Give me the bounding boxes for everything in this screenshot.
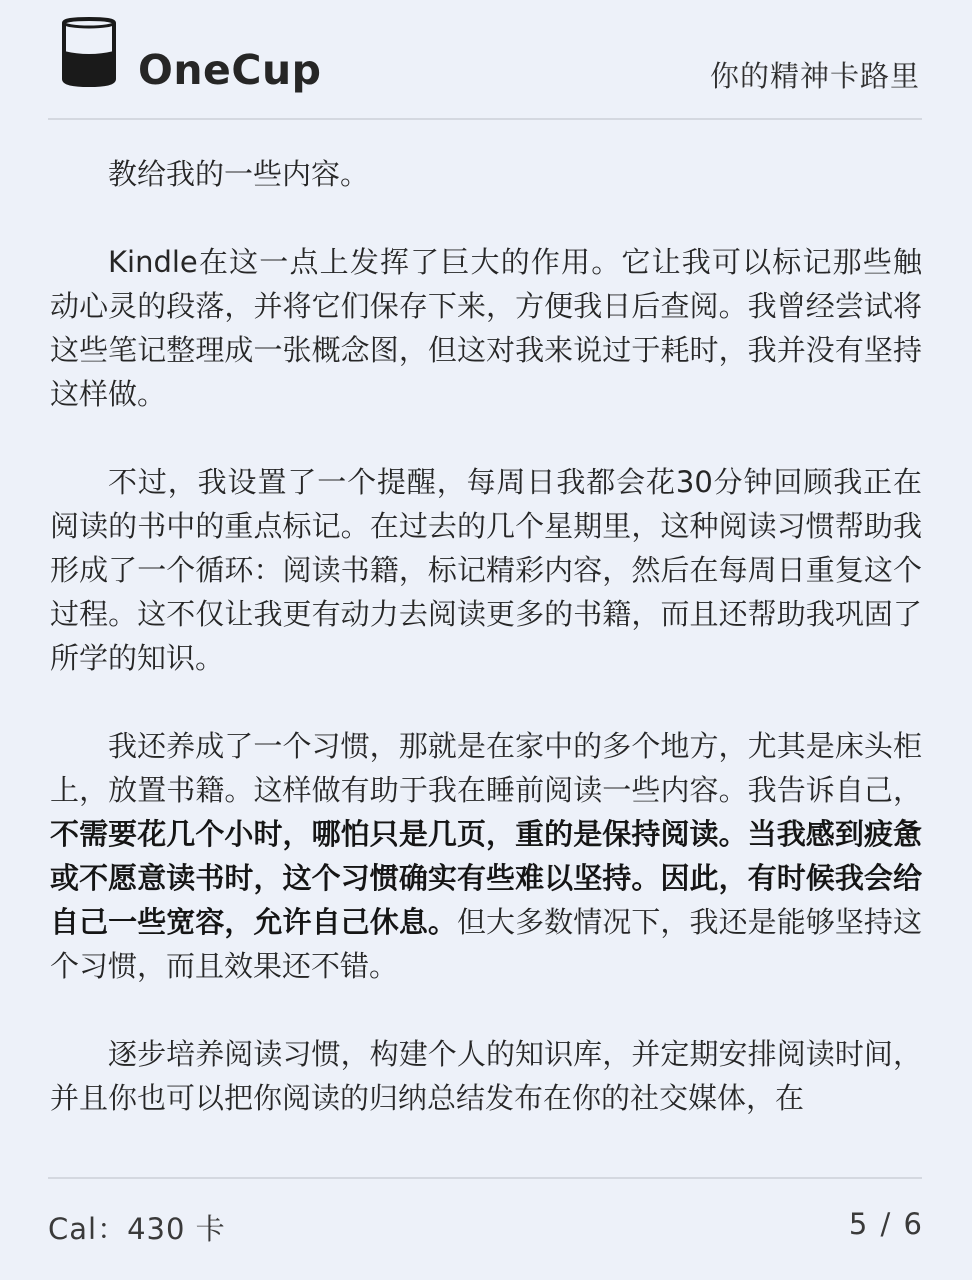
tagline: 你的精神卡路里 [709, 59, 920, 93]
calorie-count: Cal：430 卡 [48, 1212, 226, 1246]
footer-divider [48, 1177, 922, 1179]
paragraph [50, 240, 922, 416]
brand-name: OneCup [138, 46, 322, 94]
paragraph-text: Kindle在这一点上发挥了巨大的作用。它让我可以标记那些触动心灵的段落，并将它们保存下来，方便我日后查阅。我曾经尝试将这些笔记整理成一张概念图，但这对我来说过于耗时，我并没有坚持这样做。 [50, 245, 922, 411]
paragraph-text: 不过，我设置了一个提醒，每周日我都会花30分钟回顾我正在阅读的书中的重点标记。在过去的几个星期里，这种阅读习惯帮助我形成了一个循环：阅读书籍，标记精彩内容，然后在每周日重复这个过程。这不仅让我更有动力去阅读更多的书籍，而且还帮助我巩固了所学的知识。 [50, 465, 922, 675]
cup-icon [60, 17, 118, 87]
paragraph [50, 460, 922, 680]
page-indicator: 5 / 6 [848, 1207, 924, 1241]
paragraph-text: 教给我的一些内容。 [108, 157, 370, 191]
paragraph-text: 逐步培养阅读习惯，构建个人的知识库，并定期安排阅读时间，并且你也可以把你阅读的归纳总结发布在你的社交媒体，在 [50, 1037, 922, 1115]
paragraph [50, 724, 922, 988]
header-divider [48, 118, 922, 120]
header [0, 0, 972, 120]
article-body [50, 152, 922, 1120]
paragraph [50, 1032, 922, 1120]
paragraph-text: 我还养成了一个习惯，那就是在家中的多个地方，尤其是床头柜上，放置书籍。这样做有助于我在睡前阅读一些内容。我告诉自己， [50, 729, 922, 807]
bold-text: 不需要花几个小时，哪怕只是几页，重的是保持阅读。当我感到疲惫或不愿意读书时，这个习惯确实有些难以坚持。因此，有时候我会给自己一些宽容，允许自己休息。 [50, 817, 922, 939]
paragraph-text: 但大多数情况下，我还是能够坚持这个习惯，而且效果还不错。 [50, 905, 922, 983]
paragraph [50, 152, 922, 196]
